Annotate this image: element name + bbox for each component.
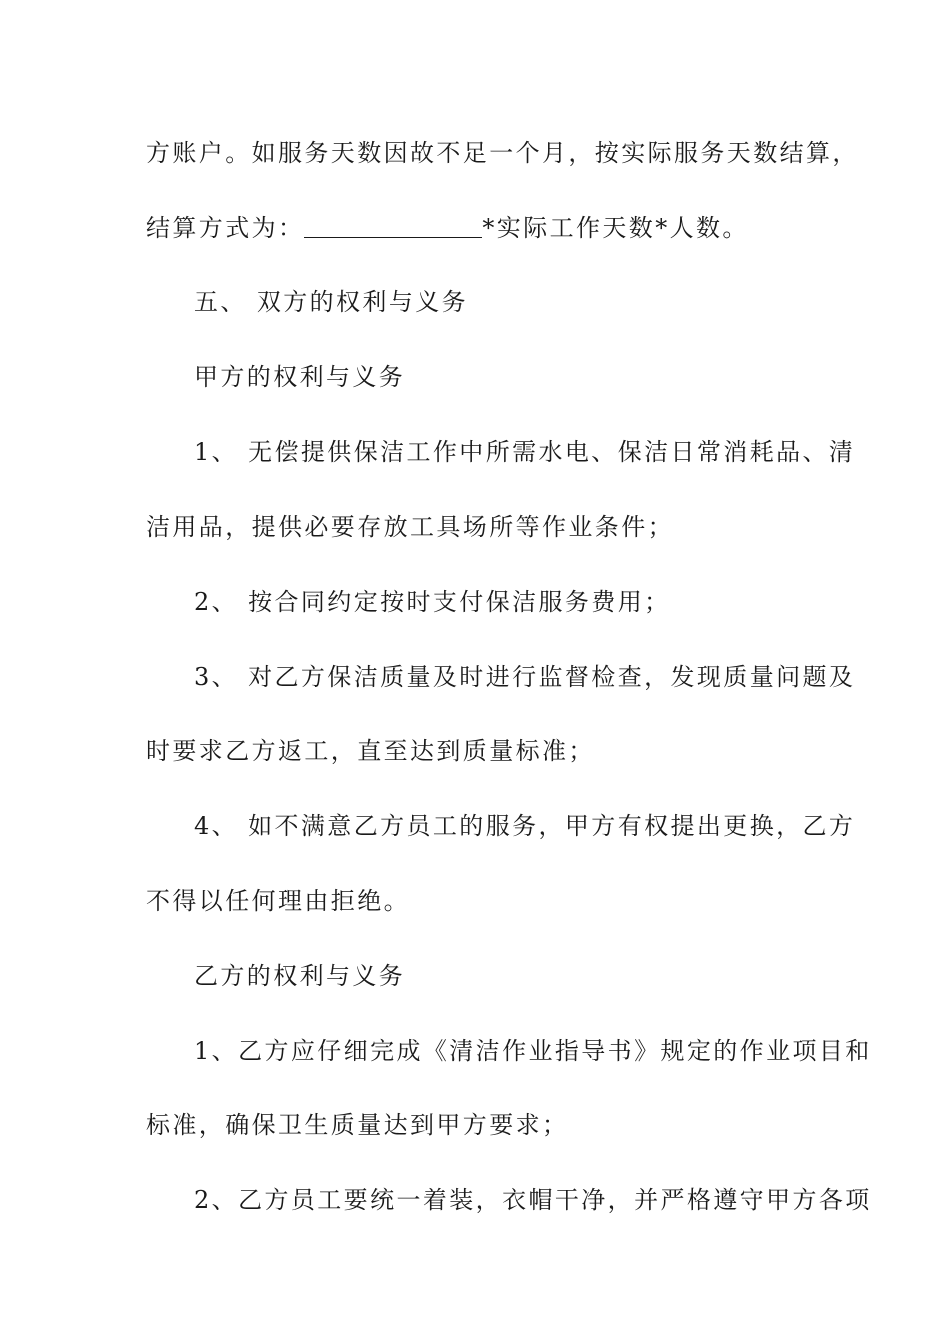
list-item-a1: 1、 无偿提供保洁工作中所需水电、保洁日常消耗品、清 — [194, 438, 856, 466]
list-item-b1: 1、乙方应仔细完成《清洁作业指导书》规定的作业项目和 — [194, 1037, 872, 1065]
section-heading: 五、 双方的权利与义务 — [194, 288, 469, 316]
settlement-formula-line — [146, 212, 806, 244]
paragraph-line: 方账户。如服务天数因故不足一个月，按实际服务天数结算， — [146, 139, 859, 167]
list-item-a3: 3、 对乙方保洁质量及时进行监督检查，发现质量问题及 — [194, 663, 856, 691]
list-item-a2: 2、 按合同约定按时支付保洁服务费用； — [194, 588, 671, 616]
settlement-label: 结算方式为： — [146, 214, 305, 242]
subsection-heading-party-a: 甲方的权利与义务 — [194, 363, 406, 391]
list-item-a4: 4、 如不满意乙方员工的服务，甲方有权提出更换，乙方 — [194, 812, 856, 840]
subsection-heading-party-b: 乙方的权利与义务 — [194, 962, 406, 990]
blank-fill-line — [304, 217, 482, 238]
list-item-a1-cont: 洁用品，提供必要存放工具场所等作业条件； — [146, 513, 674, 541]
settlement-formula: *实际工作天数*人数。 — [482, 214, 749, 242]
list-item-b2: 2、乙方员工要统一着装，衣帽干净，并严格遵守甲方各项 — [194, 1186, 872, 1214]
list-item-a4-cont: 不得以任何理由拒绝。 — [146, 887, 410, 915]
list-item-b1-cont: 标准，确保卫生质量达到甲方要求； — [146, 1111, 569, 1139]
list-item-a3-cont: 时要求乙方返工，直至达到质量标准； — [146, 737, 595, 765]
